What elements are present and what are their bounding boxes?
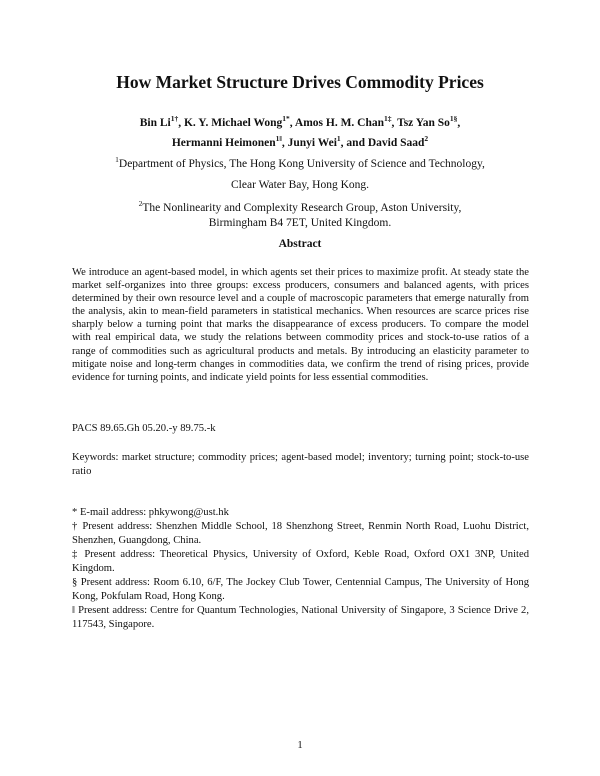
author-affiliation-mark: 1‖ — [275, 134, 282, 143]
pacs-codes: PACS 89.65.Gh 05.20.-y 89.75.-k — [72, 423, 216, 434]
author-affiliation-mark: 1† — [170, 114, 179, 123]
author-name: and David Saad — [346, 136, 425, 149]
affiliation-2 — [0, 196, 600, 231]
abstract-text: We introduce an agent-based model, in which agents set their prices to maximize profit. At steady state the market self-organizes into three groups: excess producers, consumers and balanced agents, with prices determined by their own resource level and a couple of macroscopic parameters that emerge naturally from the analysis, akin to mean-field parameters in statistical mechanics. When resources are scarce prices rise sharply below a turning point that marks the disappearance of excess producers. To compare the model with real empirical data, we study the relations between commodity prices and stock-to-use ratios of a range of commodities such as agricultural products and metals. By introducing an elasticity parameter to mitigate noise and long-term changes in commodities data, we confirm the trend of rising prices, provide evidence for turning points, and indicate yield points for less essential commodities. — [72, 267, 529, 383]
author-affiliation-mark: 1* — [282, 114, 290, 123]
author-list-line-2: Hermanni Heimonen$^{1‖}$, Junyi Wei$^1$, and David Saad$^2$ — [171, 134, 429, 149]
affiliation-text: Clear Water Bay, Hong Kong. — [231, 178, 369, 191]
author-name: Junyi Wei — [287, 136, 337, 149]
author-name: Bin Li — [139, 116, 171, 129]
author-affiliation-mark: 2 — [424, 134, 429, 143]
author-affiliation-mark: 1 — [336, 134, 341, 143]
author-name: Amos H. M. Chan — [294, 116, 385, 129]
author-affiliation-mark: 1§ — [449, 114, 458, 123]
affiliation-1 — [0, 152, 600, 193]
author-list-line-1: Bin $Li^{1\dagger}$, K. Y. Michael Wong$^{1*}$, Amos H. M. Chan$^{1\ddagger}$, Tsz Yan $So^{1\S}$, — [139, 114, 461, 129]
affiliation-mark: 1 — [115, 155, 119, 164]
author-name: K. Y. Michael Wong — [183, 116, 283, 129]
affiliation-text: Birmingham B4 7ET, United Kingdom. — [208, 216, 392, 229]
footnote-address: † Present address: Shenzhen Middle School, 18 Shenzhong Street, Renmin North Road, Luohu District, Shenzhen, Guangdong, China. — [72, 521, 529, 546]
author-name: Hermanni Heimonen — [171, 136, 276, 149]
footnote-address: ‖ Present address: Centre for Quantum Technologies, National University of Singapore, 3 Science Drive 2, 117543, Singapore. — [72, 605, 529, 630]
page-number: 1 — [297, 740, 303, 751]
footnote-address: ‡ Present address: Theoretical Physics, University of Oxford, Keble Road, Oxford OX1 3NP, United Kingdom. — [72, 549, 529, 574]
abstract-heading: Abstract — [278, 238, 322, 250]
keywords: Keywords: market structure; commodity prices; agent-based model; inventory; turning point; stock-to-use ratio — [72, 452, 529, 477]
affiliation-mark: 2 — [138, 199, 143, 208]
paper-title: How Market Structure Drives Commodity Prices — [116, 72, 484, 92]
affiliation-text: The Nonlinearity and Complexity Research Group, Aston University, — [142, 201, 462, 214]
footnotes — [72, 506, 529, 632]
footnote-email: * E-mail address: phkywong@ust.hk — [72, 507, 229, 518]
author-name: Tsz Yan So — [397, 116, 450, 129]
footnote-address: § Present address: Room 6.10, 6/F, The Jockey Club Tower, Centennial Campus, The University of Hong Kong, Pokfulam Road, Hong Kong. — [72, 577, 529, 602]
affiliation-text: Department of Physics, The Hong Kong University of Science and Technology, — [118, 157, 485, 170]
author-affiliation-mark: 1‡ — [384, 114, 392, 123]
